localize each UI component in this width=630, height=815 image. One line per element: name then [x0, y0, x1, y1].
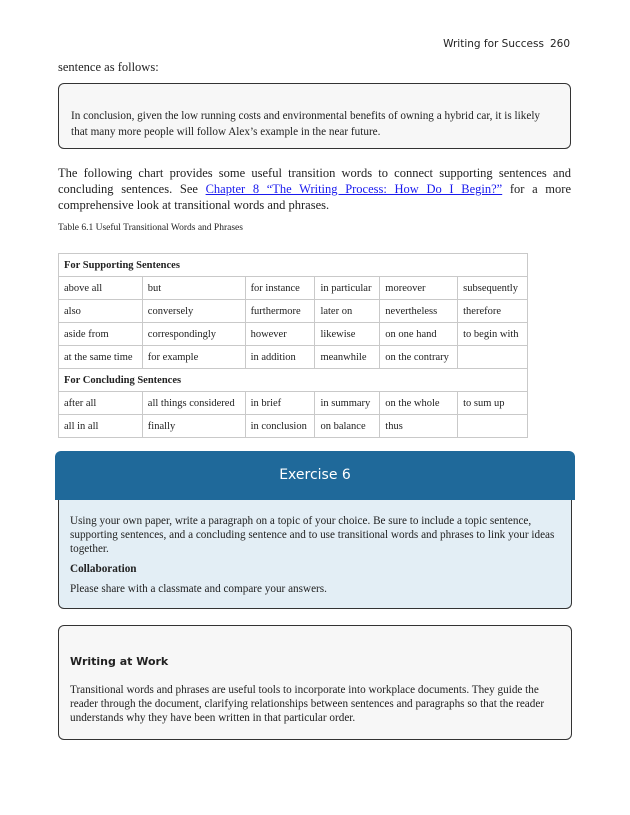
body-paragraph: [58, 165, 571, 213]
example-sentence-box: [58, 83, 571, 149]
table-row: [59, 300, 528, 323]
table-cell: to begin with: [458, 323, 528, 346]
table-body: [59, 254, 528, 438]
table-cell: [458, 415, 528, 438]
table-cell: nevertheless: [380, 300, 458, 323]
table-cell: however: [245, 323, 315, 346]
table-cell: on one hand: [380, 323, 458, 346]
table-row: [59, 392, 528, 415]
table-cell: [458, 346, 528, 369]
table-cell: in particular: [315, 277, 380, 300]
collaboration-text: Please share with a classmate and compare your answers.: [70, 583, 327, 595]
table-cell: all things considered: [142, 392, 245, 415]
concluding-sentences-heading-row: [59, 369, 528, 392]
table-cell: conversely: [142, 300, 245, 323]
table-cell: therefore: [458, 300, 528, 323]
table-cell: all in all: [59, 415, 143, 438]
table-cell: but: [142, 277, 245, 300]
writing-at-work-title: Writing at Work: [70, 655, 169, 668]
table-row: [59, 277, 528, 300]
transition-words-table: [58, 253, 528, 438]
table-cell: in summary: [315, 392, 380, 415]
table-cell: subsequently: [458, 277, 528, 300]
table-cell: on balance: [315, 415, 380, 438]
table-cell: later on: [315, 300, 380, 323]
header-title: Writing for Success: [443, 38, 544, 50]
table-cell: in addition: [245, 346, 315, 369]
writing-at-work-box: [58, 625, 572, 740]
table-cell: moreover: [380, 277, 458, 300]
concluding-sentences-heading: For Concluding Sentences: [59, 369, 528, 392]
table-cell: to sum up: [458, 392, 528, 415]
table-cell: correspondingly: [142, 323, 245, 346]
table-cell: in brief: [245, 392, 315, 415]
running-header: [443, 38, 570, 50]
table-cell: after all: [59, 392, 143, 415]
table-row: [59, 415, 528, 438]
table-cell: meanwhile: [315, 346, 380, 369]
supporting-sentences-heading-row: [59, 254, 528, 277]
paragraph-text-before: The following chart provides some useful transition words to connect supporting sentences and concluding sentences. See: [58, 166, 571, 196]
table-cell: at the same time: [59, 346, 143, 369]
writing-at-work-text: Transitional words and phrases are useful tools to incorporate into workplace documents. They guide the reader through the document, clarifying relationships between sentences and paragraphs so that the reader understands why they have been written in that particular order.: [70, 684, 545, 724]
table-cell: on the contrary: [380, 346, 458, 369]
table-cell: also: [59, 300, 143, 323]
intro-text: sentence as follows:: [58, 60, 159, 74]
exercise-text: Using your own paper, write a paragraph on a topic of your choice. Be sure to include a topic sentence, supporting sentences, and a concluding sentence and to use transitional words and phrases to link your ideas together.: [70, 515, 555, 555]
table-cell: in conclusion: [245, 415, 315, 438]
table-cell: for instance: [245, 277, 315, 300]
exercise-body: [58, 500, 572, 609]
table-cell: finally: [142, 415, 245, 438]
table-row: [59, 323, 528, 346]
table-row: [59, 346, 528, 369]
table-cell: on the whole: [380, 392, 458, 415]
table-cell: likewise: [315, 323, 380, 346]
supporting-sentences-heading: For Supporting Sentences: [59, 254, 528, 277]
table-caption: Table 6.1 Useful Transitional Words and Phrases: [58, 223, 243, 233]
table-cell: aside from: [59, 323, 143, 346]
table-cell: thus: [380, 415, 458, 438]
exercise-header: [55, 451, 575, 500]
chapter-8-link[interactable]: Chapter 8 “The Writing Process: How Do I Begin?”: [205, 182, 503, 196]
example-sentence: In conclusion, given the low running costs and environmental benefits of owning a hybrid car, it is likely that many more people will follow Alex’s example in the near future.: [71, 110, 541, 138]
table-cell: furthermore: [245, 300, 315, 323]
page-number: 260: [549, 38, 570, 50]
exercise-title: Exercise 6: [279, 467, 351, 483]
collaboration-title: Collaboration: [70, 563, 137, 575]
table-cell: above all: [59, 277, 143, 300]
table-cell: for example: [142, 346, 245, 369]
paragraph-text-after: for a more comprehensive look at transitional words and phrases.: [58, 182, 571, 212]
